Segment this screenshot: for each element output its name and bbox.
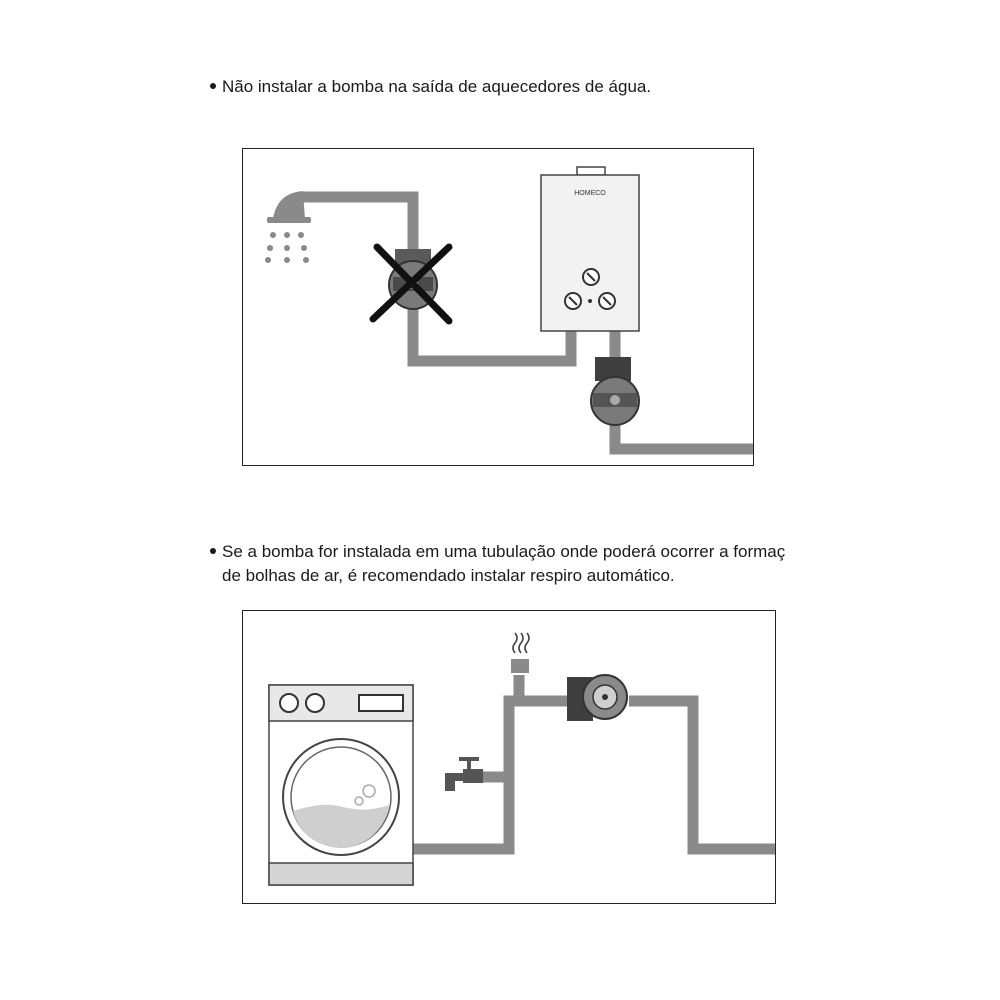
- pipe-supply-line: [615, 325, 754, 449]
- bullet-dot: [210, 548, 216, 554]
- diagram-air-vent: [242, 610, 776, 904]
- instruction-2-line2: de bolhas de ar, é recomendado instalar respiro automático.: [222, 566, 675, 585]
- instruction-2: [210, 540, 822, 588]
- faucet-icon: [445, 757, 483, 791]
- pump-icon: [591, 357, 639, 425]
- bullet-dot: [210, 83, 216, 89]
- pump-icon: [567, 675, 627, 721]
- pipe-outlet: [629, 701, 776, 849]
- air-vent-icon: [511, 633, 529, 673]
- instruction-1: [210, 75, 651, 99]
- washing-machine-icon: [269, 685, 413, 885]
- instruction-1-text: Não instalar a bomba na saída de aquecedores de água.: [222, 77, 652, 96]
- instruction-2-line1: Se a bomba for instalada em uma tubulação onde poderá ocorrer a formaç: [222, 542, 786, 561]
- diagram-1-svg: [243, 149, 754, 466]
- heater-brand-label: HOMECO: [574, 190, 606, 197]
- diagram-heater-outlet: [242, 148, 754, 466]
- diagram-2-svg: [243, 611, 776, 904]
